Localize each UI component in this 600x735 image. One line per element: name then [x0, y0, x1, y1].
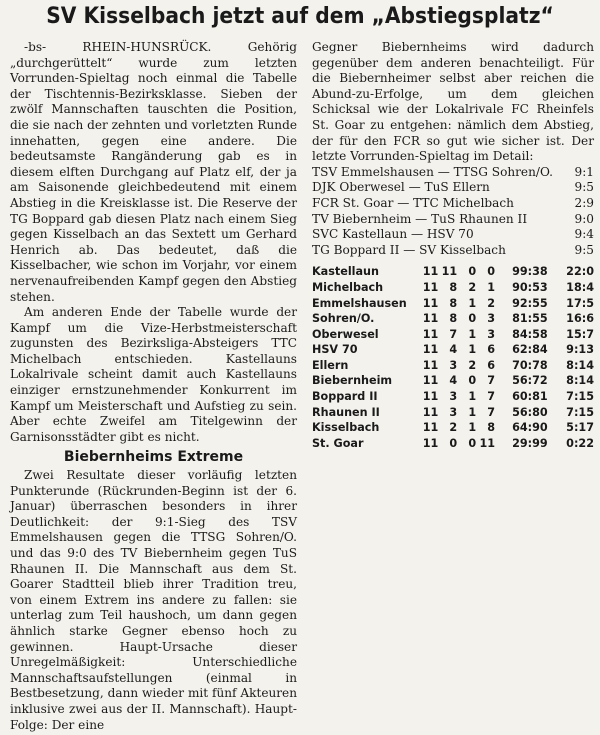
standings-u: 1 — [468, 327, 477, 341]
standings-v: 7 — [487, 405, 496, 419]
result-score: 9:4 — [574, 227, 594, 242]
standings-u: 0 — [468, 265, 477, 279]
standings-pts: 16:6 — [566, 312, 594, 326]
standings-team: Boppard II — [312, 390, 378, 404]
standings-pts: 5:17 — [566, 421, 594, 435]
standings-g: 0 — [449, 436, 458, 450]
result-score: 9:0 — [574, 211, 594, 226]
standings-sp: 11 — [422, 390, 439, 404]
standings-v: 11 — [479, 436, 496, 450]
paragraph-extremes: Zwei Resultate dieser vorläufig letzten Punkterunde (Rückrunden-Beginn ist der 6. Januar) überraschen besonders in ihrer Deutlichkeit: der 9:1-Sieg des TSV Emmelshausen gegen die TTSG Sohren/O. und das 9:0 des TV Biebernheim gegen TuS Rhaunen II. Die Mannschaft aus dem St. Goarer Stadtteil blieb ihrer Tradition treu, von einem Extrem ins andere zu fallen: sie unterlag zum Teil haushoch, um dann gegen ähnlich starke Gegner ebenso hoch zu gewinnen. Haupt-Ursache dieser Unregelmäßigkeit: Unterschiedliche Mannschaftsaufstellungen (einmal in Bestbesetzung, dann wieder mit fünf Akteuren inklusive zwei aus der II. Mannschaft). Haupt-Folge: Der eine — [10, 468, 297, 732]
standings-sp: 11 — [422, 327, 439, 341]
standings-u: 1 — [468, 343, 477, 357]
result-row — [312, 196, 594, 212]
standings-g: 3 — [449, 390, 458, 404]
standings-sp: 11 — [422, 280, 439, 294]
standings-v: 0 — [487, 265, 496, 279]
standings-v: 7 — [487, 390, 496, 404]
standings-team: HSV 70 — [312, 343, 358, 357]
standings-row — [312, 311, 594, 327]
result-row — [312, 212, 594, 228]
standings-v: 3 — [487, 327, 496, 341]
standings-games: 90:53 — [512, 280, 548, 294]
standings-games: 70:78 — [512, 358, 548, 372]
standings-sp: 11 — [422, 405, 439, 419]
result-match: SVC Kastellaun — HSV 70 — [312, 227, 474, 242]
result-row — [312, 243, 594, 259]
standings-v: 6 — [487, 358, 496, 372]
paragraph-continued: Gegner Biebernheims wird dadurch gegenüber dem anderen benachteiligt. Für die Biebernheimer selbst aber reichen die Abund-zu-Erfolge, um dem gleichen Schicksal wie der Lokalrivale FC Rheinfels St. Goar zu entgehen: nämlich dem Abstieg, der für den FCR so gut wie sicher ist. Der letzte Vorrunden-Spieltag im Detail: — [312, 40, 594, 164]
standings-u: 1 — [468, 296, 477, 310]
standings-u: 1 — [468, 405, 477, 419]
standings-games: 56:80 — [512, 405, 548, 419]
standings-row — [312, 296, 594, 312]
standings-pts: 22:0 — [566, 265, 594, 279]
standings-sp: 11 — [422, 312, 439, 326]
standings-g: 7 — [449, 327, 458, 341]
standings-games: 99:38 — [512, 265, 548, 279]
standings-v: 3 — [487, 312, 496, 326]
standings-v: 1 — [487, 280, 496, 294]
standings-sp: 11 — [422, 436, 439, 450]
standings-g: 2 — [449, 421, 458, 435]
standings-games: 62:84 — [512, 343, 548, 357]
standings-row — [312, 420, 594, 436]
result-row — [312, 180, 594, 196]
standings-v: 8 — [487, 421, 496, 435]
standings-sp: 11 — [422, 343, 439, 357]
standings-pts: 17:5 — [566, 296, 594, 310]
standings-team: Kastellaun — [312, 265, 379, 279]
standings-u: 2 — [468, 280, 477, 294]
result-score: 9:5 — [574, 180, 594, 195]
result-row — [312, 227, 594, 243]
standings-table — [312, 264, 594, 451]
standings-games: 64:90 — [512, 421, 548, 435]
result-score: 9:5 — [574, 242, 594, 257]
standings-u: 0 — [468, 436, 477, 450]
standings-pts: 9:13 — [566, 343, 594, 357]
standings-v: 2 — [487, 296, 496, 310]
standings-v: 6 — [487, 343, 496, 357]
paragraph-intro: -bs- RHEIN-HUNSRÜCK. Gehörig „durchgerüttelt“ wurde zum letzten Vorrunden-Spieltag noch einmal die Tabelle der Tischtennis-Bezirksklasse. Sieben der zwölf Mannschaften tauschten die Position, die sie nach der zehnten und vorletzten Runde innehatten, gegen eine andere. Die bedeutsamste Rangänderung gab es in diesem elften Durchgang auf Platz elf, der ja am Saisonende gleichbedeutend mit einem Abstieg in die Kreisklasse ist. Die Reserve der TG Boppard gab diesen Platz nach einem Sieg gegen Kisselbach an das Sextett um Gerhard Henrich ab. Das bedeutet, daß die Kisselbacher, wie schon im Vorjahr, vor einem nervenaufreibenden Kampf gegen den Abstieg stehen. — [10, 40, 297, 304]
standings-g: 3 — [449, 405, 458, 419]
standings-g: 4 — [449, 374, 458, 388]
result-match: DJK Oberwesel — TuS Ellern — [312, 180, 490, 195]
standings-pts: 8:14 — [566, 358, 594, 372]
result-match: TSV Emmelshausen — TTSG Sohren/O. — [312, 164, 554, 179]
standings-games: 81:55 — [512, 312, 548, 326]
standings-v: 7 — [487, 374, 496, 388]
standings-g: 11 — [441, 265, 458, 279]
standings-team: Sohren/O. — [312, 312, 375, 326]
article-column-right — [312, 40, 594, 451]
standings-u: 1 — [468, 421, 477, 435]
standings-pts: 7:15 — [566, 405, 594, 419]
standings-row — [312, 358, 594, 374]
standings-sp: 11 — [422, 358, 439, 372]
standings-team: Ellern — [312, 358, 349, 372]
paragraph-top-table: Am anderen Ende der Tabelle wurde der Kampf um die Vize-Herbstmeisterschaft zugunsten des Bezirksliga-Absteigers TTC Michelbach entschieden. Kastellauns Lokalrivale scheint damit auch Kastellauns einziger ernstzunehmender Konkurrent im Kampf um Meisterschaft und Aufstieg zu sein. Aber echte Zweifel am Titelgewinn der Garnisonsstädter gibt es nicht. — [10, 305, 297, 444]
standings-row — [312, 280, 594, 296]
standings-u: 2 — [468, 358, 477, 372]
standings-g: 3 — [449, 358, 458, 372]
standings-games: 92:55 — [512, 296, 548, 310]
standings-team: Rhaunen II — [312, 405, 380, 419]
standings-g: 8 — [449, 312, 458, 326]
standings-team: Emmelshausen — [312, 296, 407, 310]
standings-sp: 11 — [422, 374, 439, 388]
result-match: TV Biebernheim — TuS Rhaunen II — [312, 211, 528, 226]
result-score: 9:1 — [574, 164, 594, 179]
standings-pts: 0:22 — [566, 436, 594, 450]
subheading: Biebernheims Extreme — [63, 449, 244, 466]
standings-u: 1 — [468, 390, 477, 404]
standings-team: Biebernheim — [312, 374, 393, 388]
standings-pts: 7:15 — [566, 390, 594, 404]
standings-team: Oberwesel — [312, 327, 379, 341]
standings-team: St. Goar — [312, 436, 364, 450]
standings-row — [312, 327, 594, 343]
standings-games: 56:72 — [512, 374, 548, 388]
standings-row — [312, 436, 594, 452]
standings-games: 29:99 — [512, 436, 548, 450]
standings-team: Michelbach — [312, 280, 384, 294]
article-column-left — [10, 40, 297, 733]
standings-row — [312, 264, 594, 280]
standings-g: 8 — [449, 280, 458, 294]
standings-team: Kisselbach — [312, 421, 380, 435]
standings-pts: 18:4 — [566, 280, 594, 294]
standings-u: 0 — [468, 374, 477, 388]
results-list — [312, 165, 594, 259]
result-match: TG Boppard II — SV Kisselbach — [312, 242, 506, 257]
standings-games: 84:58 — [512, 327, 548, 341]
standings-row — [312, 373, 594, 389]
standings-row — [312, 342, 594, 358]
standings-u: 0 — [468, 312, 477, 326]
standings-sp: 11 — [422, 265, 439, 279]
standings-sp: 11 — [422, 296, 439, 310]
standings-g: 4 — [449, 343, 458, 357]
headline: SV Kisselbach jetzt auf dem „Abstiegsplatz“ — [46, 4, 554, 29]
result-match: FCR St. Goar — TTC Michelbach — [312, 195, 514, 210]
standings-pts: 15:7 — [566, 327, 594, 341]
standings-pts: 8:14 — [566, 374, 594, 388]
standings-row — [312, 389, 594, 405]
standings-games: 60:81 — [512, 390, 548, 404]
result-score: 2:9 — [574, 195, 594, 210]
standings-row — [312, 405, 594, 421]
standings-sp: 11 — [422, 421, 439, 435]
standings-g: 8 — [449, 296, 458, 310]
result-row — [312, 165, 594, 181]
